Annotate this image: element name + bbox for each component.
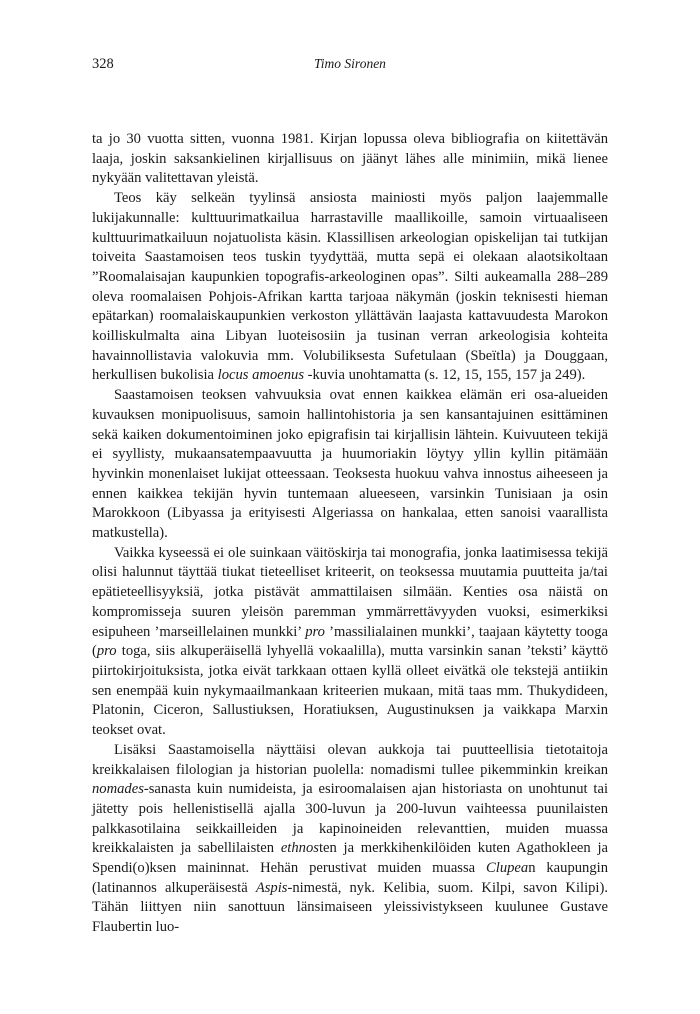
paragraph [92,189,608,386]
text-run: -sanasta kuin numideista, ja esiroomalaisen ajan historiasta on unohtunut tai jätetty pois hellenistisellä ajalla 300-luvun ja 200-luvun vaihteessa puunilaisten palkkasotilaina seikkailleiden ja kapinoineiden relevanttien, muiden muassa kreikkalaisten ja sabellilaisten [92,781,608,857]
text-run: -nimestä, nyk. Kelibia, suom. Kilpi, savon Kilipi). Tähän liittyen niin sanottuun länsimaiseen yleissivistykseen kuulunee Gustave Flaubertin luo- [92,879,608,936]
italic-term: nomades [92,781,144,798]
text-run: toga, siis alkuperäisellä lyhyellä vokaalilla), mutta varsinkin sanan ’teksti’ käyttö piirtokirjoituksista, jotka eivät tarkkaan ottaen kyllä olleet eivätkä ole tekstejä antiikin sen enempää kuin nykymaailmankaan kriteerien mukaan, mitä taas mm. Thukydideen, Platonin, Ciceron, Sallustiuksen, Horatiuksen, Augustinuksen ja vaikkapa Marxin teokset ovat. [92,643,608,739]
italic-term: ethnos [280,840,319,857]
text-run: Teos käy selkeän tyylinsä ansiosta mainiosti myös paljon laajemmalle lukijakunnalle: kulttuurimatkailua harrastaville maallikoille, samoin virtuaaliseen kulttuurimatkailuun nojatuolista käsin. Klassillisen arkeologian opiskelijan tai tutkijan toiveita Saastamoisen teos tuskin tyydyttää, mutta sepä ei olekaan alaotsikoltaan ”Roomalaisajan kaupunkien topografis-arkeologinen opas”. Silti aukeamalla 288–289 oleva roomalaisen Pohjois-Afrikan kartta tarjoaa näkymän (joskin teknisesti hieman epätarkan) roomalaiskaupunkien verkoston yllättävän laajasta kattavuudesta Marokon koilliskulmalta aina Libyan luoteisosiin ja tusinan verran arkeologisia kohteita havainnollistavia valokuvia mm. Volubiliksesta Sufetulaan (Sbeïtla) ja Douggaan, herkullisen bukolisia [92,190,608,384]
page-number: 328 [92,56,114,72]
italic-term: pro [305,623,325,640]
italic-term: Aspis [255,879,288,896]
paragraph [92,544,608,741]
text-run: Vaikka kyseessä ei ole suinkaan väitöskirja tai monografia, jonka laatimisessa tekijä olisi halunnut täyttää tiukat tieteelliset kriteerit, on teoksessa muutamia puutteita ja/tai epätieteellisyyksiä, jotka pistävät ammattilaisen silmään. Kenties osa näistä on kompromisseja suuren yleisön paremman ymmärrettävyyden vuoksi, esimerkiksi esipuheen ’marseillelainen munkki’ [92,544,608,640]
page-header [92,56,608,76]
running-head-author: Timo Sironen [314,56,386,71]
italic-term: pro [96,643,117,660]
text-run: -kuvia unohtamatta (s. 12, 15, 155, 157 ja 249). [304,367,586,384]
text-run: ta jo 30 vuotta sitten, vuonna 1981. Kirjan lopussa oleva bibliografia on kiitettävän laaja, joskin saksankielinen kirjallisuus on jäänyt lähes alle minimiin, mikä lienee nykyään valitettavan yleistä. [92,131,608,187]
text-run: Lisäksi Saastamoisella näyttäisi olevan aukkoja tai puutteellisia tietotaitoja kreikkalaisen filologian ja historian puolella: nomadismi tullee pikemminkin kreikan [92,741,608,778]
italic-term: locus amoenus [217,367,304,384]
text-run: ’massilialainen munkki’, taajaan käytetty tooga ( [92,623,608,660]
text-run: n kaupungin (latinannos alkuperäisestä [92,860,608,896]
italic-term: Clupea [486,860,529,877]
text-run: ten ja merkkihenkilöiden kuten Agathokleen ja Spendi(o)ksen maininnat. Hehän perustivat muiden muassa [92,840,608,877]
text-run: Saastamoisen teoksen vahvuuksia ovat ennen kaikkea elämän eri osa-alueiden kuvauksen monipuolisuus, samoin hallintohistoria ja sen kansantajuinen esittäminen sekä kaiken dokumentoiminen joko epigrafisin tai kirjallisin lähtein. Kuivuuteen tekijä ei syyllisty, mukaansatempaavuutta ja huumoriakin löytyy yllin kyllin pitämään hyvinkin monenlaiset lukijat otteessaan. Teoksesta huokuu vahva innostus aiheeseen ja ennen kaikkea tekijän hyvin tuntemaan alueeseen, varsinkin Tunisiaan ja osin Marokkoon (Libyassa ja erityisesti Algeriassa on hankalaa, etten sanoisi vaarallista matkustella). [92,387,608,542]
paragraph [92,741,608,938]
paragraph [92,130,608,189]
body-text [92,130,608,938]
paragraph [92,386,608,544]
